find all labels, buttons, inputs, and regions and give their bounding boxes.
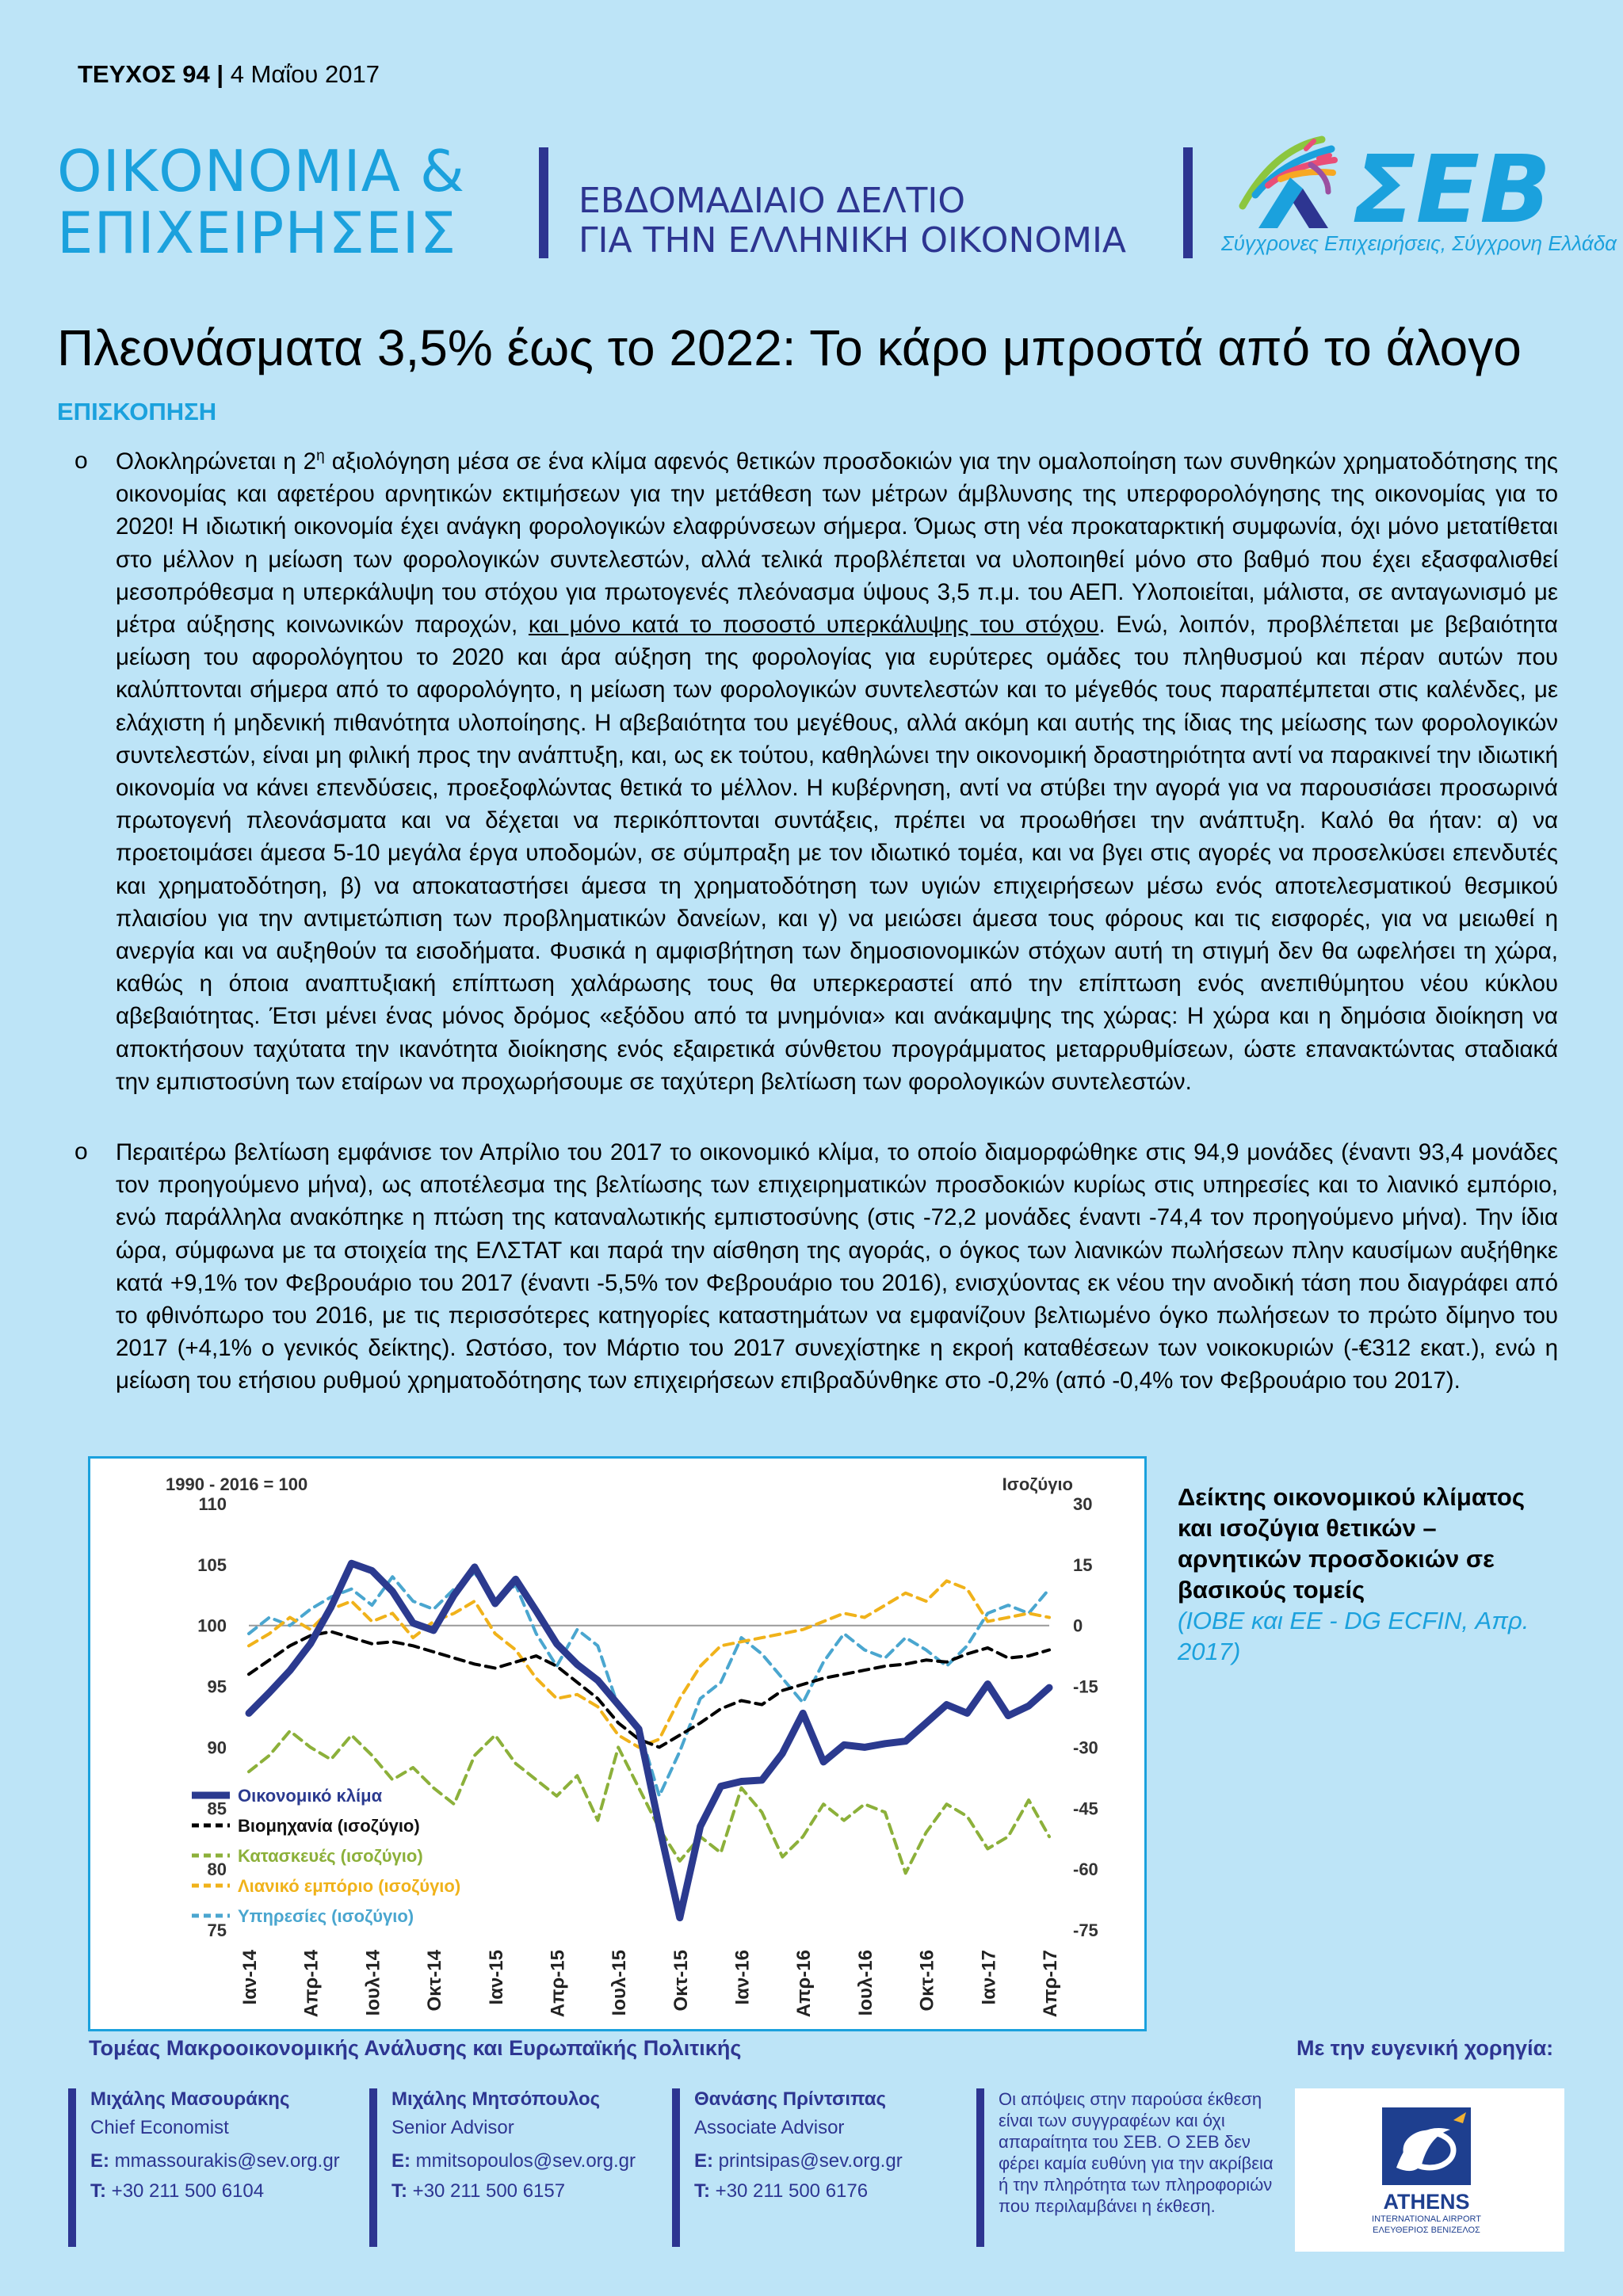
sponsor-subtitle-1: INTERNATIONAL AIRPORT	[1372, 2214, 1481, 2224]
x-tick-label: Ιαν-16	[731, 1950, 754, 2005]
contact-phone: +30 211 500 6104	[111, 2180, 265, 2202]
legend-label: Κατασκευές (ισοζύγιο)	[238, 1846, 423, 1866]
left-tick-label: 110	[198, 1494, 227, 1514]
email-label: E:	[694, 2150, 713, 2172]
email-label: E:	[391, 2150, 411, 2172]
x-tick-label: Απρ-16	[793, 1950, 815, 2018]
x-tick-label: Ιαν-14	[239, 1950, 261, 2005]
contact-card	[369, 2088, 661, 2247]
disclaimer-text: Οι απόψεις στην παρούσα έκθεση είναι των συγγραφέων και όχι απαραίτητα του ΣΕΒ. Ο ΣΕΒ δεν φέρει καμία ευθύνη για την ακρίβεια ή την πληρότητα των πληροφοριών που περιλαμβάνει η έκθεση.	[976, 2088, 1284, 2247]
sponsor-label: Με την ευγενική χορηγία:	[1296, 2036, 1554, 2060]
weekly-bulletin-line1: ΕΒΔΟΜΑΔΙΑΙΟ ΔΕΛΤΙΟ	[579, 181, 966, 221]
contact-phone: +30 211 500 6157	[412, 2180, 566, 2202]
logo-divider	[1183, 147, 1193, 258]
issue-line	[78, 60, 380, 89]
right-tick-label: 0	[1073, 1615, 1083, 1636]
phone-label: T:	[391, 2180, 407, 2202]
sponsor-logo-box	[1295, 2088, 1564, 2252]
sponsor-subtitle-2: ΕΛΕΥΘΕΡΙΟΣ ΒΕΝΙΖΕΛΟΣ	[1373, 2225, 1480, 2235]
left-tick-label: 90	[207, 1737, 227, 1758]
economic-climate-chart	[90, 1459, 1144, 2029]
x-tick-label: Ιουλ-15	[609, 1950, 631, 2016]
contact-role: Associate Advisor	[694, 2117, 845, 2138]
contact-role: Chief Economist	[90, 2117, 229, 2138]
legend-label: Λιανικό εμπόριο (ισοζύγιο)	[238, 1876, 461, 1896]
left-tick-label: 75	[207, 1920, 227, 1940]
header-divider	[539, 147, 548, 258]
x-tick-label: Οκτ-16	[916, 1950, 938, 2012]
p1-superscript: η	[316, 448, 325, 465]
department-name: Τομέας Μακροοικονομικής Ανάλυσης και Ευρωπαϊκής Πολιτικής	[89, 2036, 742, 2060]
x-tick-label: Ιαν-15	[485, 1950, 507, 2005]
chart-container	[88, 1456, 1147, 2031]
left-tick-label: 80	[207, 1859, 227, 1880]
contact-card	[68, 2088, 360, 2247]
sponsor-name: ATHENS	[1383, 2190, 1470, 2214]
left-tick-label: 105	[197, 1554, 227, 1575]
issue-date: 4 Μαΐου 2017	[230, 60, 380, 88]
section-heading: ΕΠΙΣΚΟΠΗΣΗ	[57, 398, 217, 425]
x-tick-label: Απρ-14	[300, 1950, 323, 2018]
contact-phone-row	[391, 2180, 661, 2210]
email-label: E:	[90, 2150, 109, 2172]
contact-phone: +30 211 500 6176	[715, 2180, 869, 2202]
p1-part-c: . Ενώ, λοιπόν, προβλέπεται με βεβαιότητα μείωση του αφορολόγητου το 2020 και άρα αύξηση της φορολογίας για ευρύτερες ομάδες του πληθυσμού και πέραν αυτών που καλύπτονται σήμερα από το αφορολόγητο, η μείωση των φορολογικών συντελεστών και το μέγεθός τους παραπέμπεται στις καλένδες, με ελάχιστη ή μηδενική πιθανότητα υλοποίησης. Η αβεβαιότητα του μεγέθους, αλλά ακόμη και αυτής της ίδιας της μείωσης των φορολογικών συντελεστών, είναι μη φιλική προς την ανάπτυξη, και, ως εκ τούτου, καθηλώνει την οικονομική δραστηριότητα αντί να παρακινεί την ιδιωτική οικονομία να κάνει επενδύσεις, προεξοφλώντας θετικά το μέλλον. Η κυβέρνηση, αντί να στύβει την αγορά για να παρουσιάσει προσωρινά πρωτογενή πλεονάσματα και να δέχεται να περικόπτονται συντάξεις, πρέπει να προωθήσει την ανάπτυξη. Καλό θα ήταν: α) να προετοιμάσει άμεσα 5-10 μεγάλα έργα υποδομών, σε σύμπραξη με τον ιδιωτικό τομέα, και να βγει στις αγορές να προσελκύσει επενδυτές και χρηματοδότηση, β) να αποκαταστήσει άμεσα τη χρηματοδότηση των υγιών επιχειρήσεων μέσω ενός αποτελεσματικού θεσμικού πλαισίου για την αντιμετώπιση των προβληματικών δανείων, και γ) να μειώσει άμεσα τους φόρους και τις εισφορές, για να μειωθεί η ανεργία και να αυξηθούν τα εισοδήματα. Φυσικά η αμφισβήτηση των δημοσιονομικών στόχων αυτή τη στιγμή δεν θα ωφελήσει τη χώρα, καθώς η όποια αναπτυξιακή επίπτωση χαλάρωσης τους θα υπερκεραστεί από την επίπτωση ενός ανεπιθύμητου νέου κύκλου αβεβαιότητας. Έτσι μένει ένας μόνος δρόμος «εξόδου από τα μνημόνια» και ανάκαμψης της χώρας: Η χώρα και η δημόσια διοίκηση να αποκτήσουν ταχύτατα την ικανότητα διοίκησης ενός εξαιρετικά σύνθετου προγράμματος μεταρρυθμίσεων, ώστε επανακτώντας σταδιακά την εμπιστοσύνη των εταίρων να προχωρήσουμε σε ταχύτερη βελτίωση των φορολογικών συντελεστών.	[116, 612, 1558, 1095]
weekly-bulletin-line2: ΓΙΑ ΤΗΝ ΕΛΛΗΝΙΚΗ ΟΙΚΟΝΟΜΙΑ	[579, 220, 1127, 261]
p1-underlined: και μόνο κατά το ποσοστό υπερκάλυψης του στόχου	[528, 612, 1099, 639]
x-tick-label: Απρ-15	[547, 1950, 569, 2018]
right-tick-label: 15	[1073, 1554, 1093, 1575]
sev-logo-text: ΣΕΒ	[1352, 135, 1552, 244]
left-axis-title: 1990 - 2016 = 100	[166, 1474, 308, 1494]
x-tick-label: Οκτ-15	[670, 1950, 692, 2012]
chart-caption-source: (ΙΟΒΕ και ΕΕ - DG ECFIN, Απρ. 2017)	[1178, 1607, 1529, 1665]
brand-title-line2: ΕΠΙΧΕΙΡΗΣΕΙΣ	[57, 200, 457, 266]
legend-label: Υπηρεσίες (ισοζύγιο)	[238, 1906, 414, 1926]
issue-separator: |	[209, 60, 231, 88]
sev-logo-mark-icon	[1243, 139, 1335, 228]
bullet-marker: o	[74, 448, 88, 474]
contact-email-row	[391, 2150, 661, 2180]
contact-email-row	[694, 2150, 964, 2180]
contact-email[interactable]: mmitsopoulos@sev.org.gr	[415, 2150, 636, 2172]
left-tick-label: 85	[207, 1798, 227, 1819]
right-tick-label: -30	[1073, 1737, 1098, 1758]
x-tick-label: Ιουλ-16	[854, 1950, 876, 2016]
contact-name: Μιχάλης Μασουράκης	[90, 2088, 290, 2110]
contact-phone-row	[90, 2180, 360, 2210]
right-tick-label: -45	[1073, 1798, 1098, 1819]
x-tick-label: Απρ-17	[1040, 1950, 1061, 2018]
x-tick-label: Ιαν-17	[978, 1950, 1000, 2005]
contact-email[interactable]: mmassourakis@sev.org.gr	[114, 2150, 340, 2172]
athens-airport-logo	[1295, 2088, 1564, 2252]
contact-email-row	[90, 2150, 360, 2180]
phone-label: T:	[90, 2180, 106, 2202]
phone-label: T:	[694, 2180, 710, 2202]
right-tick-label: 30	[1073, 1494, 1093, 1514]
contact-card	[672, 2088, 964, 2247]
overview-paragraph-1	[116, 445, 1558, 1098]
right-tick-label: -60	[1073, 1859, 1098, 1880]
issue-number: ΤΕΥΧΟΣ 94	[78, 60, 210, 88]
contact-phone-row	[694, 2180, 964, 2210]
contact-email[interactable]: printsipas@sev.org.gr	[718, 2150, 903, 2172]
contact-role: Senior Advisor	[391, 2117, 514, 2138]
overview-paragraph-2: Περαιτέρω βελτίωση εμφάνισε τον Απρίλιο του 2017 το οικονομικό κλίμα, το οποίο διαμορφώθηκε στις 94,9 μονάδες (έναντι 93,4 μονάδες τον προηγούμενο μήνα), ως αποτέλεσμα της βελτίωσης των επιχειρηματικών προσδοκιών κυρίως στις υπηρεσίες και το λιανικό εμπόριο, ενώ παράλληλα ανακόπηκε η πτώση της καταναλωτικής εμπιστοσύνης (στις -72,2 μονάδες έναντι -74,4 τον προηγούμενο μήνα). Την ίδια ώρα, σύμφωνα με τα στοιχεία της ΕΛΣΤΑΤ και παρά την αίσθηση της αγοράς, ο όγκος των λιανικών πωλήσεων πλην καυσίμων αυξήθηκε κατά +9,1% τον Φεβρουάριο του 2017 (έναντι -5,5% τον Φεβρουάριο του 2016), ενισχύοντας εκ νέου την ανοδική τάση που διαγράφει από το φθινόπωρο του 2016, με τις περισσότερες κατηγορίες καταστημάτων να εμφανίζουν βελτιωμένο όγκο πωλήσεων το πρώτο δίμηνο του 2017 (+4,1% ο γενικός δείκτης). Ωστόσο, τον Μάρτιο του 2017 συνεχίστηκε η εκροή καταθέσεων των νοικοκυριών (-€312 εκατ.), ενώ η μείωση του ετήσιου ρυθμού χρηματοδότησης των επιχειρήσεων επιβραδύνθηκε στο -0,2% (από -0,4% τον Φεβρουάριο του 2017).	[116, 1139, 1558, 1394]
series-line	[249, 1631, 1049, 1747]
brand-title-line1: ΟΙΚΟΝΟΜΙΑ &	[57, 138, 465, 204]
right-tick-label: -75	[1073, 1920, 1098, 1940]
right-axis-title: Ισοζύγιο	[1002, 1474, 1073, 1494]
contact-name: Μιχάλης Μητσόπουλος	[391, 2088, 601, 2110]
contact-name: Θανάσης Πρίντσιπας	[694, 2088, 887, 2110]
left-tick-label: 95	[207, 1676, 227, 1697]
right-tick-label: -15	[1073, 1676, 1098, 1697]
page-title: Πλεονάσματα 3,5% έως το 2022: Το κάρο μπροστά από το άλογο	[57, 319, 1522, 376]
chart-caption-title: Δείκτης οικονομικού κλίματος και ισοζύγια θετικών – αρνητικών προσδοκιών σε βασικούς τομείς	[1178, 1483, 1525, 1604]
chart-caption	[1178, 1482, 1534, 1667]
p1-part-a: Ολοκληρώνεται η 2	[116, 448, 317, 475]
left-tick-label: 100	[197, 1615, 227, 1636]
p1-part-b: αξιολόγηση μέσα σε ένα κλίμα αφενός θετικών προσδοκιών για την ομαλοποίηση των συνθηκών χρηματοδότησης της οικονομίας και αφετέρου αρνητικών εκτιμήσεων για την μετάθεση των μέτρων άμβλυνσης της υπερφορολόγησης της οικονομίας για το 2020! Η ιδιωτική οικονομία έχει ανάγκη φορολογικών ελαφρύνσεων σήμερα. Όμως στη νέα προκαταρκτική συμφωνία, όχι μόνο μετατίθεται στο μέλλον η μείωση των φορολογικών συντελεστών, αλλά τελικά προβλέπεται να υλοποιηθεί μόνο στο βαθμό που έχει εξασφαλισθεί μεσοπρόθεσμα η υπερκάλυψη του στόχου για πρωτογενές πλεόνασμα ύψους 3,5 π.μ. του ΑΕΠ. Υλοποιείται, μάλιστα, σε ανταγωνισμό με μέτρα αύξησης κοινωνικών παροχών,	[116, 448, 1558, 639]
legend-label: Βιομηχανία (ισοζύγιο)	[238, 1816, 420, 1836]
x-tick-label: Ιουλ-14	[362, 1950, 384, 2016]
x-tick-label: Οκτ-14	[424, 1950, 446, 2012]
sev-tagline: Σύγχρονες Επιχειρήσεις, Σύγχρονη Ελλάδα	[1221, 231, 1617, 255]
bullet-marker: o	[74, 1138, 88, 1165]
legend-label: Οικονομικό κλίμα	[238, 1786, 383, 1806]
